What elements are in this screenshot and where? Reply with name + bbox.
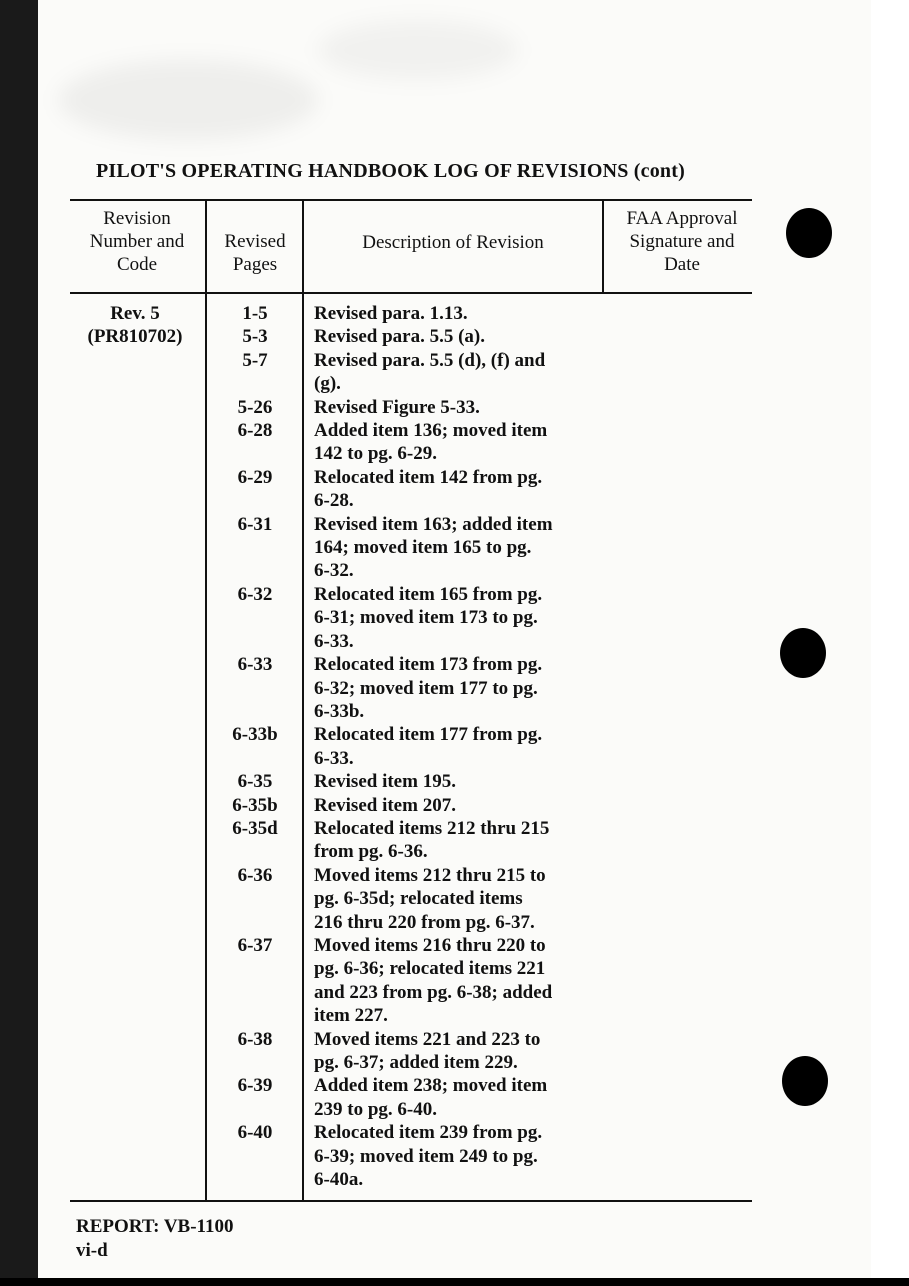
description-line: 6-33. bbox=[314, 630, 354, 652]
description-line: Revised para. 1.13. bbox=[314, 303, 468, 324]
revision-description bbox=[304, 583, 594, 653]
page-margin bbox=[871, 0, 909, 1286]
header-pages-line: Pages bbox=[232, 254, 278, 275]
description-line: Relocated item 142 from pg. bbox=[314, 466, 543, 488]
header-approval-line: Date bbox=[664, 254, 700, 275]
header-bottom-rule bbox=[70, 292, 752, 294]
description-line: Relocated item 173 from pg. bbox=[314, 654, 543, 676]
revision-description bbox=[304, 1121, 594, 1191]
revised-page: 6-32 bbox=[237, 583, 273, 605]
description-line: 6-39; moved item 249 to pg. bbox=[314, 1145, 538, 1167]
description-line: 216 thru 220 from pg. 6-37. bbox=[314, 911, 535, 933]
table-row bbox=[206, 349, 606, 396]
binder-hole-top bbox=[786, 208, 832, 258]
table-row bbox=[206, 770, 606, 793]
revision-description bbox=[304, 817, 594, 864]
revision-description bbox=[304, 325, 594, 348]
revision-description bbox=[304, 770, 594, 793]
revised-page: 6-35d bbox=[232, 817, 278, 839]
description-line: pg. 6-35d; relocated items bbox=[314, 888, 523, 910]
description-line: 6-33. bbox=[314, 747, 354, 769]
revised-page: 5-3 bbox=[242, 326, 268, 348]
description-line: Relocated item 165 from pg. bbox=[314, 583, 543, 605]
revision-description bbox=[304, 419, 594, 466]
description-line: 6-32; moved item 177 to pg. bbox=[314, 677, 538, 699]
table-row bbox=[206, 864, 606, 934]
revised-page: 6-33b bbox=[232, 724, 278, 746]
revision-description bbox=[304, 1028, 594, 1075]
table-row bbox=[206, 1028, 606, 1075]
table-row bbox=[206, 1074, 606, 1121]
table-row bbox=[206, 466, 606, 513]
description-line: Added item 136; moved item bbox=[314, 420, 548, 442]
table-row bbox=[206, 513, 606, 583]
revision-description bbox=[304, 1074, 594, 1121]
description-line: Revised Figure 5-33. bbox=[314, 396, 480, 418]
description-line: Revised item 195. bbox=[314, 771, 456, 793]
description-line: Moved items 216 thru 220 to bbox=[314, 934, 546, 956]
revision-description bbox=[304, 513, 594, 583]
header-approval bbox=[604, 207, 760, 276]
description-line: item 227. bbox=[314, 1005, 388, 1027]
revised-page: 6-28 bbox=[237, 420, 273, 442]
revised-page: 6-31 bbox=[237, 513, 273, 535]
table-row bbox=[206, 934, 606, 1028]
header-revision-line: Code bbox=[116, 254, 158, 275]
revision-entries bbox=[206, 302, 606, 1191]
revised-page: 6-37 bbox=[237, 934, 273, 956]
description-line: 6-33b. bbox=[314, 700, 365, 722]
table-row bbox=[206, 1121, 606, 1191]
description-line: Relocated items 212 thru 215 bbox=[314, 817, 550, 839]
revision-description bbox=[304, 349, 594, 396]
revision-description bbox=[304, 653, 594, 723]
revision-description bbox=[304, 723, 594, 770]
page-identifier: vi-d bbox=[76, 1240, 108, 1261]
revised-page: 6-33 bbox=[237, 654, 273, 676]
table-row bbox=[206, 325, 606, 348]
revised-page: 6-35 bbox=[237, 771, 273, 793]
table-row bbox=[206, 396, 606, 419]
header-revision-line: Number and bbox=[89, 231, 185, 252]
description-line: from pg. 6-36. bbox=[314, 841, 428, 863]
page-title: PILOT'S OPERATING HANDBOOK LOG OF REVISIONS (cont) bbox=[96, 160, 685, 182]
description-line: Relocated item 239 from pg. bbox=[314, 1122, 543, 1144]
description-line: 164; moved item 165 to pg. bbox=[314, 537, 532, 559]
description-line: 142 to pg. 6-29. bbox=[314, 443, 437, 465]
table-row bbox=[206, 794, 606, 817]
description-line: 239 to pg. 6-40. bbox=[314, 1098, 437, 1120]
header-revision-line: Revision bbox=[103, 208, 171, 229]
revised-page: 5-26 bbox=[237, 396, 273, 418]
description-line: Revised para. 5.5 (a). bbox=[314, 326, 485, 348]
header-revision bbox=[70, 207, 204, 276]
description-line: pg. 6-37; added item 229. bbox=[314, 1052, 518, 1073]
revised-page: 6-35b bbox=[232, 794, 278, 816]
revised-page: 6-38 bbox=[237, 1028, 273, 1050]
description-line: 6-40a. bbox=[314, 1169, 364, 1191]
revision-description bbox=[304, 466, 594, 513]
revision-code: (PR810702) bbox=[87, 326, 183, 348]
revision-description bbox=[304, 934, 594, 1028]
header-pages-line: Revised bbox=[224, 231, 286, 252]
revision-description bbox=[304, 864, 594, 934]
description-line: 6-32. bbox=[314, 560, 354, 582]
revised-page: 1-5 bbox=[242, 303, 268, 324]
revised-page: 6-39 bbox=[237, 1075, 273, 1097]
table-row bbox=[206, 723, 606, 770]
description-line: Added item 238; moved item bbox=[314, 1075, 548, 1097]
header-description: Description of Revision bbox=[362, 232, 544, 253]
description-line: Revised item 163; added item bbox=[314, 513, 553, 535]
table-bottom-rule bbox=[70, 1200, 752, 1202]
description-line: pg. 6-36; relocated items 221 bbox=[314, 958, 546, 980]
revision-number: Rev. 5 bbox=[110, 303, 160, 324]
scan-border bbox=[0, 1278, 909, 1286]
description-line: Moved items 212 thru 215 to bbox=[314, 864, 546, 886]
description-line: Moved items 221 and 223 to bbox=[314, 1028, 541, 1050]
revised-page: 6-36 bbox=[237, 864, 273, 886]
header-pages bbox=[207, 230, 303, 276]
revision-description bbox=[304, 396, 594, 419]
table-row bbox=[206, 419, 606, 466]
description-line: and 223 from pg. 6-38; added bbox=[314, 981, 553, 1003]
revised-page: 5-7 bbox=[242, 349, 268, 371]
revision-description bbox=[304, 302, 594, 325]
description-line: 6-31; moved item 173 to pg. bbox=[314, 607, 538, 629]
description-line: Revised item 207. bbox=[314, 794, 456, 816]
revision-code-cell bbox=[70, 302, 200, 349]
header-approval-line: FAA Approval bbox=[626, 208, 738, 229]
header-approval-line: Signature and bbox=[629, 231, 735, 252]
description-line: Relocated item 177 from pg. bbox=[314, 724, 543, 746]
revised-page: 6-40 bbox=[237, 1122, 273, 1144]
revision-description bbox=[304, 794, 594, 817]
binder-hole-bottom bbox=[782, 1056, 828, 1106]
binder-hole-middle bbox=[780, 628, 826, 678]
description-line: (g). bbox=[314, 373, 341, 395]
table-row bbox=[206, 817, 606, 864]
table-top-rule bbox=[70, 199, 752, 201]
description-line: 6-28. bbox=[314, 490, 354, 512]
table-row bbox=[206, 583, 606, 653]
table-row bbox=[206, 653, 606, 723]
table-row bbox=[206, 302, 606, 325]
description-line: Revised para. 5.5 (d), (f) and bbox=[314, 349, 546, 371]
revised-page: 6-29 bbox=[237, 466, 273, 488]
report-number: REPORT: VB-1100 bbox=[76, 1216, 234, 1237]
